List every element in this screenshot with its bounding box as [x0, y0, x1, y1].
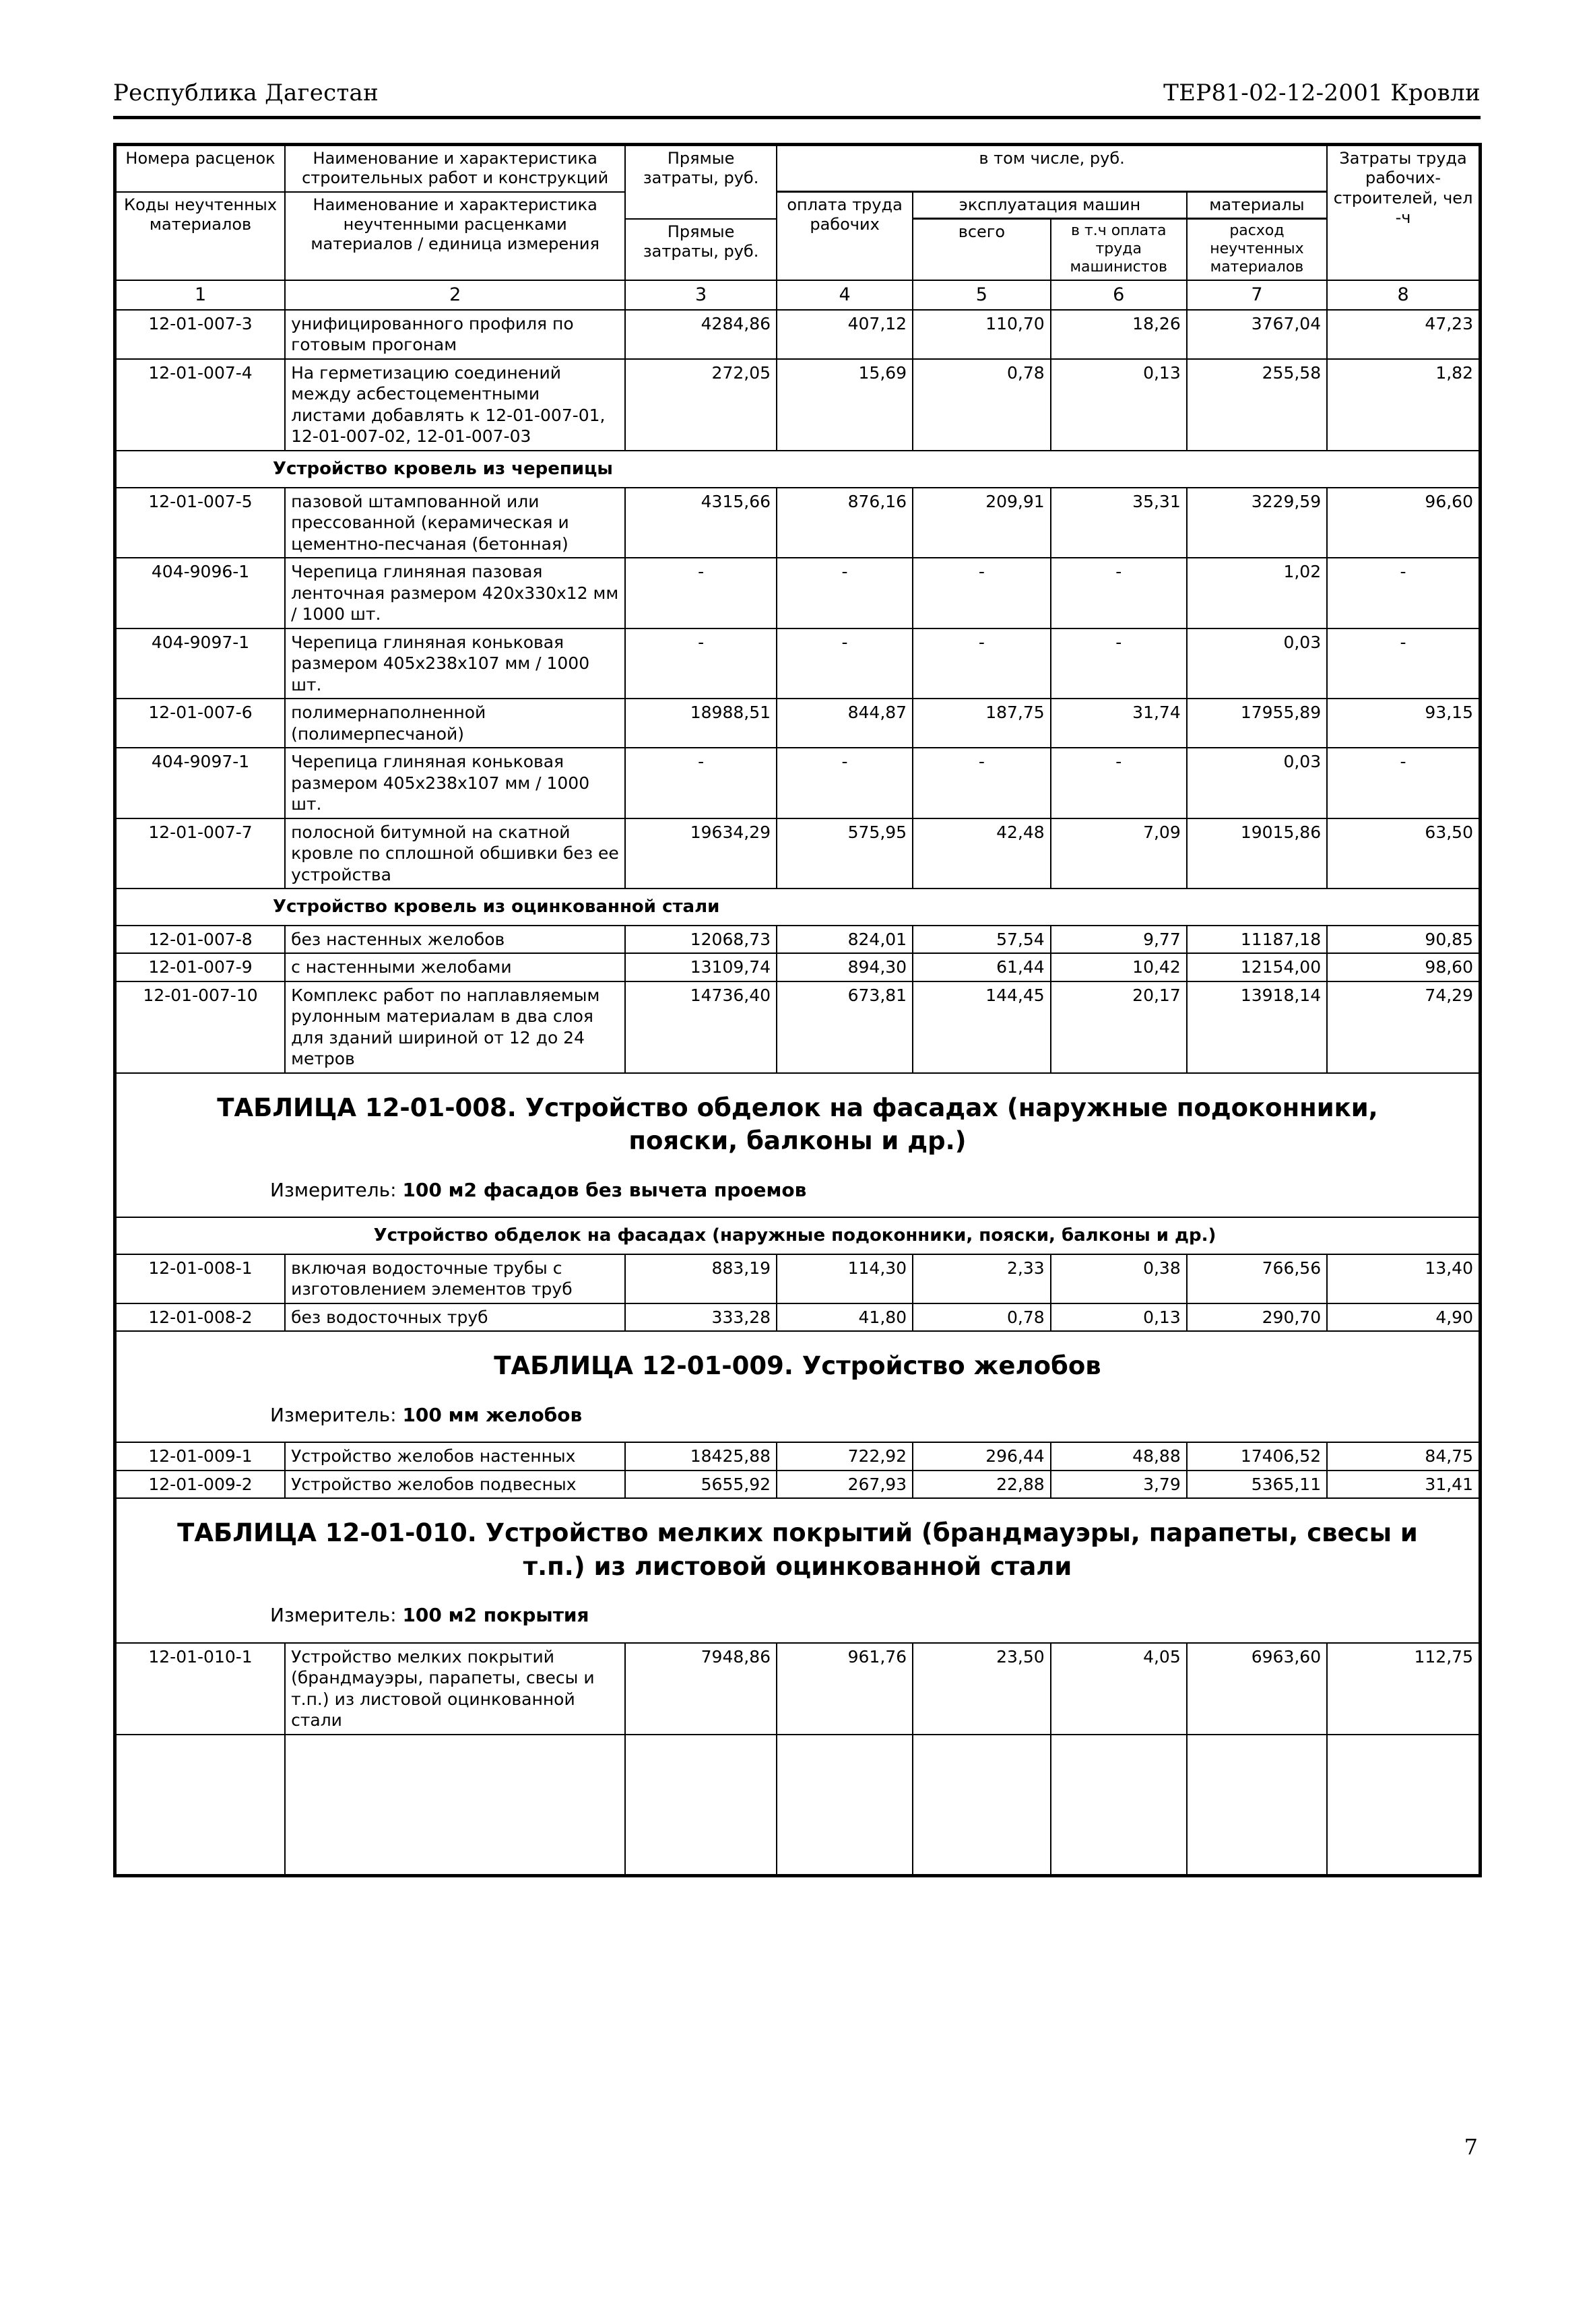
value-materials: 11187,18	[1187, 926, 1327, 954]
value-machines-total: 42,48	[913, 818, 1051, 889]
value-worker-pay: 407,12	[777, 310, 913, 359]
value-machines-total: 144,45	[913, 981, 1051, 1073]
value-machinist-pay: 20,17	[1051, 981, 1187, 1073]
rate-code: 404-9097-1	[115, 628, 286, 699]
rate-code: 12-01-007-7	[115, 818, 286, 889]
value-worker-pay: 15,69	[777, 359, 913, 451]
section-heading-text: Устройство кровель из оцинкованной стали	[273, 897, 720, 917]
header-row-1	[115, 145, 1481, 192]
value-machinist-pay: -	[1051, 628, 1187, 699]
value-machinist-pay: 35,31	[1051, 488, 1187, 558]
rate-description: Комплекс работ по наплавляемым рулонным материалам в два слоя для зданий шириной от 12 до 24 метров	[285, 981, 625, 1073]
value-machinist-pay: 48,88	[1051, 1442, 1187, 1471]
value-materials: 19015,86	[1187, 818, 1327, 889]
value-labor: 90,85	[1327, 926, 1480, 954]
rate-code: 12-01-007-5	[115, 488, 286, 558]
rate-description: без водосточных труб	[285, 1303, 625, 1332]
rate-description: На герметизацию соединений между асбестоцементными листами добавлять к 12-01-007-01, 12-01-007-02, 12-01-007-03	[285, 359, 625, 451]
rate-description: Устройство желобов подвесных	[285, 1471, 625, 1499]
table-block-heading	[115, 1073, 1481, 1217]
rate-code: 12-01-007-9	[115, 953, 286, 981]
table-row	[115, 818, 1481, 889]
rate-description: Устройство мелких покрытий (брандмауэры, парапеты, свесы и т.п.) из листовой оцинкованной стали	[285, 1643, 625, 1735]
header-column-numbers	[115, 280, 1481, 310]
table-block-number: ТАБЛИЦА 12-01-008.	[217, 1093, 517, 1122]
section-heading-row	[115, 889, 1481, 926]
table-row	[115, 699, 1481, 748]
value-worker-pay: 722,92	[777, 1442, 913, 1471]
header-group-machines: эксплуатация машин	[913, 192, 1187, 219]
rate-description: Черепица глиняная коньковая размером 405х238х107 мм / 1000 шт.	[285, 748, 625, 818]
header-unaccounted-materials: расход неучтенных материалов	[1187, 219, 1327, 280]
table-row	[115, 748, 1481, 818]
value-worker-pay: 876,16	[777, 488, 913, 558]
header-row-2	[115, 192, 1481, 219]
colnum-5: 5	[913, 280, 1051, 310]
value-machines-total: -	[913, 628, 1051, 699]
value-machinist-pay: 18,26	[1051, 310, 1187, 359]
section-heading-cell	[115, 889, 1481, 926]
colnum-2: 2	[285, 280, 625, 310]
value-machinist-pay: 0,13	[1051, 359, 1187, 451]
value-materials: 17406,52	[1187, 1442, 1327, 1471]
value-worker-pay: 41,80	[777, 1303, 913, 1332]
rate-code: 12-01-007-10	[115, 981, 286, 1073]
rate-description: без настенных желобов	[285, 926, 625, 954]
running-head	[113, 79, 1481, 106]
value-machinist-pay: -	[1051, 558, 1187, 628]
value-materials: 0,03	[1187, 748, 1327, 818]
value-direct-costs: 4315,66	[625, 488, 777, 558]
rate-code: 12-01-007-3	[115, 310, 286, 359]
empty-cell	[1051, 1735, 1187, 1876]
value-labor: -	[1327, 628, 1480, 699]
colnum-4: 4	[777, 280, 913, 310]
value-labor: -	[1327, 748, 1480, 818]
table-row	[115, 359, 1481, 451]
table-row	[115, 953, 1481, 981]
value-materials: 3229,59	[1187, 488, 1327, 558]
value-worker-pay: 114,30	[777, 1254, 913, 1303]
value-materials: 290,70	[1187, 1303, 1327, 1332]
value-direct-costs: 18988,51	[625, 699, 777, 748]
empty-cell	[625, 1735, 777, 1876]
rate-description: унифицированного профиля по готовым прогонам	[285, 310, 625, 359]
value-machinist-pay: 0,38	[1051, 1254, 1187, 1303]
running-head-left: Республика Дагестан	[113, 79, 379, 106]
rate-code: 404-9097-1	[115, 748, 286, 818]
value-direct-costs: -	[625, 628, 777, 699]
value-labor: 93,15	[1327, 699, 1480, 748]
value-worker-pay: 575,95	[777, 818, 913, 889]
value-machinist-pay: 0,13	[1051, 1303, 1187, 1332]
header-material-codes: Коды неучтенных материалов	[115, 192, 286, 280]
header-work-name: Наименование и характеристика строительных работ и конструкций	[285, 145, 625, 192]
table-row	[115, 981, 1481, 1073]
measure-label: Измеритель:	[270, 1178, 397, 1201]
rate-code: 12-01-008-2	[115, 1303, 286, 1332]
header-machinist-pay: в т.ч оплата труда машинистов	[1051, 219, 1187, 280]
colnum-7: 7	[1187, 280, 1327, 310]
header-direct-costs: Прямые затраты, руб.	[625, 145, 777, 219]
value-labor: 13,40	[1327, 1254, 1480, 1303]
measure-line	[137, 1603, 1458, 1627]
value-labor: 112,75	[1327, 1643, 1480, 1735]
value-labor: 63,50	[1327, 818, 1480, 889]
rate-code: 12-01-009-1	[115, 1442, 286, 1471]
value-machines-total: 296,44	[913, 1442, 1051, 1471]
value-materials: 0,03	[1187, 628, 1327, 699]
value-direct-costs: 5655,92	[625, 1471, 777, 1499]
header-group-materials: материалы	[1187, 192, 1327, 219]
value-machines-total: 22,88	[913, 1471, 1051, 1499]
value-labor: 47,23	[1327, 310, 1480, 359]
measure-line	[137, 1403, 1458, 1427]
value-machinist-pay: 9,77	[1051, 926, 1187, 954]
value-direct-costs: 12068,73	[625, 926, 777, 954]
table-row	[115, 628, 1481, 699]
table-block-cell	[115, 1073, 1481, 1217]
header-machines-total: всего	[913, 219, 1051, 280]
table-row	[115, 310, 1481, 359]
table-block-heading	[115, 1331, 1481, 1442]
colnum-3: 3	[625, 280, 777, 310]
value-machines-total: 2,33	[913, 1254, 1051, 1303]
measure-line	[137, 1178, 1458, 1202]
value-machinist-pay: 31,74	[1051, 699, 1187, 748]
value-labor: 4,90	[1327, 1303, 1480, 1332]
rate-description: включая водосточные трубы с изготовлением элементов труб	[285, 1254, 625, 1303]
measure-label: Измеритель:	[270, 1604, 397, 1627]
value-materials: 766,56	[1187, 1254, 1327, 1303]
value-worker-pay: -	[777, 628, 913, 699]
value-labor: 31,41	[1327, 1471, 1480, 1499]
value-machinist-pay: 7,09	[1051, 818, 1187, 889]
value-labor: 84,75	[1327, 1442, 1480, 1471]
header-group-included: в том числе, руб.	[777, 145, 1327, 192]
table-block-title	[137, 1349, 1458, 1383]
table-block-name: Устройство желобов	[802, 1351, 1101, 1381]
empty-row	[115, 1735, 1481, 1876]
value-materials: 12154,00	[1187, 953, 1327, 981]
section-heading-cell	[115, 1217, 1481, 1254]
colnum-6: 6	[1051, 280, 1187, 310]
table-row	[115, 1471, 1481, 1499]
value-materials: 17955,89	[1187, 699, 1327, 748]
running-head-rule	[113, 116, 1481, 119]
rate-description: Устройство желобов настенных	[285, 1442, 625, 1471]
rate-code: 12-01-007-6	[115, 699, 286, 748]
empty-cell	[1187, 1735, 1327, 1876]
section-heading-text: Устройство кровель из черепицы	[273, 458, 613, 479]
header-material-name: Наименование и характеристика неучтенными расценками материалов / единица измерения	[285, 192, 625, 280]
rate-description: Черепица глиняная коньковая размером 405х238х107 мм / 1000 шт.	[285, 628, 625, 699]
table-body	[115, 310, 1481, 1876]
measure-value: 100 м2 фасадов без вычета проемов	[402, 1178, 807, 1201]
header-worker-pay: оплата труда рабочих	[777, 192, 913, 280]
value-worker-pay: -	[777, 748, 913, 818]
empty-cell	[777, 1735, 913, 1876]
rate-code: 12-01-009-2	[115, 1471, 286, 1499]
measure-value: 100 мм желобов	[402, 1404, 583, 1427]
value-machines-total: -	[913, 558, 1051, 628]
table-block-cell	[115, 1498, 1481, 1642]
rate-table-wrapper	[113, 143, 1482, 1877]
value-materials: 13918,14	[1187, 981, 1327, 1073]
measure-value: 100 м2 покрытия	[402, 1604, 589, 1627]
value-materials: 1,02	[1187, 558, 1327, 628]
header-labor-costs: Затраты труда рабочих-строителей, чел -ч	[1327, 145, 1480, 280]
value-direct-costs: 14736,40	[625, 981, 777, 1073]
value-machines-total: 23,50	[913, 1643, 1051, 1735]
rate-description: Черепица глиняная пазовая ленточная размером 420х330х12 мм / 1000 шт.	[285, 558, 625, 628]
table-block-heading	[115, 1498, 1481, 1642]
value-materials: 3767,04	[1187, 310, 1327, 359]
table-head	[115, 145, 1481, 310]
value-worker-pay: 673,81	[777, 981, 913, 1073]
value-machines-total: 0,78	[913, 359, 1051, 451]
value-labor: -	[1327, 558, 1480, 628]
value-direct-costs: 19634,29	[625, 818, 777, 889]
table-row	[115, 1643, 1481, 1735]
value-worker-pay: 267,93	[777, 1471, 913, 1499]
value-labor: 74,29	[1327, 981, 1480, 1073]
colnum-8: 8	[1327, 280, 1480, 310]
value-labor: 96,60	[1327, 488, 1480, 558]
value-machines-total: 187,75	[913, 699, 1051, 748]
rate-description: пазовой штампованной или прессованной (керамическая и цементно-песчаная (бетонная)	[285, 488, 625, 558]
empty-cell	[115, 1735, 286, 1876]
empty-cell	[913, 1735, 1051, 1876]
value-machinist-pay: -	[1051, 748, 1187, 818]
value-machines-total: 61,44	[913, 953, 1051, 981]
value-worker-pay: 961,76	[777, 1643, 913, 1735]
table-row	[115, 926, 1481, 954]
rate-code: 12-01-008-1	[115, 1254, 286, 1303]
header-rate-numbers: Номера расценок	[115, 145, 286, 192]
table-block-number: ТАБЛИЦА 12-01-009.	[494, 1351, 793, 1381]
rate-code: 12-01-007-8	[115, 926, 286, 954]
empty-cell	[1327, 1735, 1480, 1876]
value-direct-costs: 333,28	[625, 1303, 777, 1332]
value-direct-costs: -	[625, 558, 777, 628]
section-heading-row	[115, 1217, 1481, 1254]
table-block-name: Устройство мелких покрытий (брандмауэры, парапеты, свесы и т.п.) из листовой оцинкованной стали	[485, 1518, 1418, 1581]
value-worker-pay: 844,87	[777, 699, 913, 748]
rate-description: с настенными желобами	[285, 953, 625, 981]
value-direct-costs: 7948,86	[625, 1643, 777, 1735]
value-direct-costs: 13109,74	[625, 953, 777, 981]
rate-code: 12-01-007-4	[115, 359, 286, 451]
table-block-title	[137, 1516, 1458, 1583]
section-heading-row	[115, 451, 1481, 488]
value-direct-costs: 4284,86	[625, 310, 777, 359]
value-direct-costs: 18425,88	[625, 1442, 777, 1471]
rate-table	[113, 143, 1482, 1877]
table-row	[115, 488, 1481, 558]
value-machines-total: 209,91	[913, 488, 1051, 558]
table-row	[115, 1254, 1481, 1303]
table-block-title	[137, 1091, 1458, 1158]
section-heading-cell	[115, 451, 1481, 488]
value-materials: 255,58	[1187, 359, 1327, 451]
value-worker-pay: 894,30	[777, 953, 913, 981]
value-machinist-pay: 10,42	[1051, 953, 1187, 981]
empty-cell	[285, 1735, 625, 1876]
value-machinist-pay: 3,79	[1051, 1471, 1187, 1499]
value-direct-costs: -	[625, 748, 777, 818]
header-direct-costs-spacer: Прямые затраты, руб.	[625, 219, 777, 280]
measure-label: Измеритель:	[270, 1404, 397, 1427]
value-machines-total: 57,54	[913, 926, 1051, 954]
table-row	[115, 1442, 1481, 1471]
rate-description: полосной битумной на скатной кровле по сплошной обшивки без ее устройства	[285, 818, 625, 889]
value-labor: 98,60	[1327, 953, 1480, 981]
value-machines-total: -	[913, 748, 1051, 818]
value-labor: 1,82	[1327, 359, 1480, 451]
value-worker-pay: -	[777, 558, 913, 628]
value-worker-pay: 824,01	[777, 926, 913, 954]
rate-code: 404-9096-1	[115, 558, 286, 628]
colnum-1: 1	[115, 280, 286, 310]
table-block-number: ТАБЛИЦА 12-01-010.	[177, 1518, 477, 1548]
section-heading-text: Устройство обделок на фасадах (наружные подоконники, пояски, балконы и др.)	[373, 1225, 1216, 1246]
rate-description: полимернаполненной (полимерпесчаной)	[285, 699, 625, 748]
table-row	[115, 558, 1481, 628]
value-machines-total: 0,78	[913, 1303, 1051, 1332]
value-machinist-pay: 4,05	[1051, 1643, 1187, 1735]
running-head-right: ТЕР81-02-12-2001 Кровли	[1163, 79, 1481, 106]
value-machines-total: 110,70	[913, 310, 1051, 359]
value-materials: 5365,11	[1187, 1471, 1327, 1499]
table-block-name: Устройство обделок на фасадах (наружные подоконники, пояски, балконы и др.)	[525, 1093, 1378, 1156]
value-materials: 6963,60	[1187, 1643, 1327, 1735]
table-block-cell	[115, 1331, 1481, 1442]
rate-code: 12-01-010-1	[115, 1643, 286, 1735]
value-direct-costs: 272,05	[625, 359, 777, 451]
value-direct-costs: 883,19	[625, 1254, 777, 1303]
table-row	[115, 1303, 1481, 1332]
page-number: 7	[1464, 2134, 1478, 2160]
